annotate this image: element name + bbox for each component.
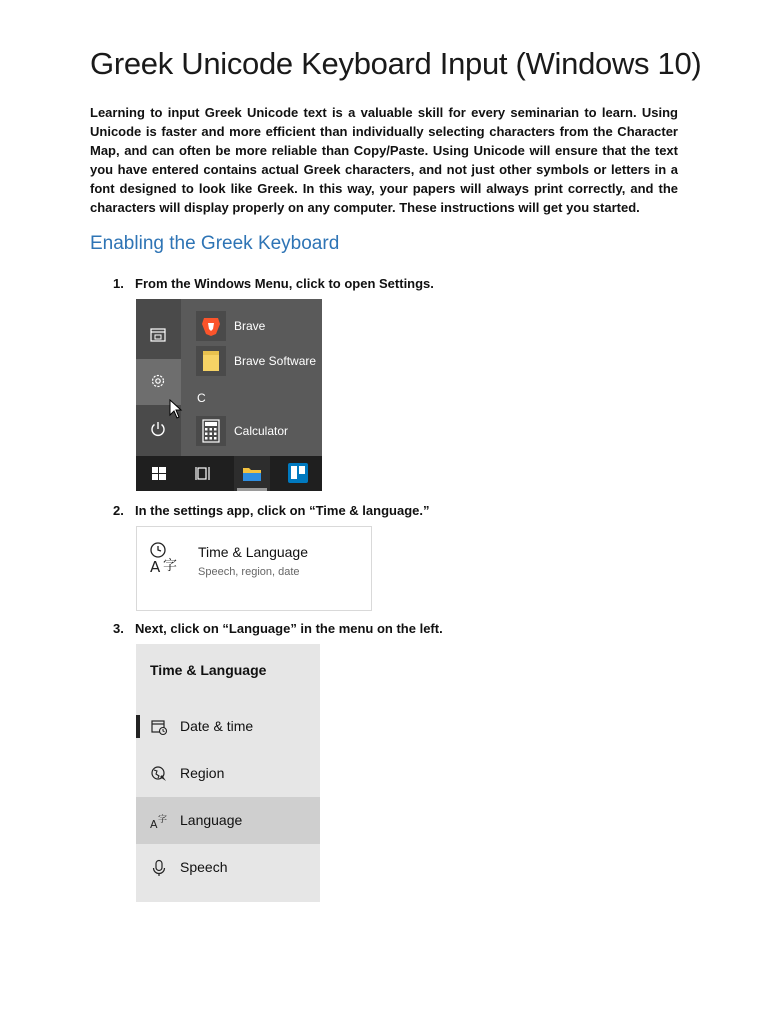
menu-item-label: Date & time: [180, 718, 254, 734]
trello-icon: [281, 456, 317, 491]
trello-button[interactable]: [281, 456, 317, 491]
time-language-icon: [149, 541, 183, 575]
tile-subtitle: Speech, region, date: [198, 566, 300, 578]
svg-text:A: A: [150, 818, 158, 830]
step-text: Next, click on “Language” in the menu on the left.: [135, 621, 443, 636]
step-text: From the Windows Menu, click to open Settings.: [135, 276, 434, 291]
microphone-icon: [150, 859, 168, 877]
globe-icon: [150, 765, 168, 783]
windows-icon: [141, 456, 177, 491]
step-3: [113, 621, 443, 636]
menu-item-label: Speech: [180, 859, 228, 875]
tile-title: Time & Language: [198, 544, 308, 560]
task-view-icon: [186, 456, 222, 491]
section-heading: Enabling the Greek Keyboard: [90, 233, 340, 254]
settings-menu-screenshot: [136, 644, 320, 902]
mouse-cursor-icon: [169, 399, 183, 419]
calculator-icon: [196, 416, 226, 446]
menu-item-speech[interactable]: [136, 844, 320, 891]
app-group-letter[interactable]: C: [197, 391, 206, 405]
documents-icon: [149, 326, 167, 344]
menu-item-label: Region: [180, 765, 225, 781]
language-icon: [150, 812, 168, 830]
menu-item-label: Language: [180, 812, 243, 828]
start-menu-screenshot: [136, 299, 322, 491]
step-text: In the settings app, click on “Time & language.”: [135, 503, 430, 518]
app-brave-software[interactable]: [196, 346, 322, 376]
menu-item-language[interactable]: [136, 797, 320, 844]
app-label: Calculator: [234, 424, 289, 438]
taskbar: [136, 456, 322, 491]
active-indicator: [136, 715, 140, 738]
step-1: [113, 276, 434, 291]
step-number: 1.: [113, 276, 124, 291]
file-explorer-button[interactable]: [234, 456, 270, 491]
app-label: Brave Software: [234, 354, 317, 368]
documents-button[interactable]: [136, 313, 181, 359]
start-button[interactable]: [141, 456, 177, 491]
svg-text:字: 字: [163, 558, 177, 574]
svg-text:A: A: [150, 558, 161, 575]
brave-icon: [196, 311, 226, 341]
svg-text:字: 字: [158, 815, 168, 825]
gear-icon: [149, 372, 167, 390]
app-brave[interactable]: [196, 311, 322, 341]
power-icon: [149, 420, 167, 438]
folder-icon: [196, 346, 226, 376]
menu-title: Time & Language: [150, 662, 267, 678]
app-label: Brave: [234, 319, 266, 333]
time-language-tile[interactable]: [136, 526, 372, 611]
step-number: 2.: [113, 503, 124, 518]
intro-paragraph: Learning to input Greek Unicode text is a valuable skill for every seminarian to learn. Using Unicode is faster and more efficient than individually selecting characters from the Character Map, and can often be more reliable than Copy/Paste. Using Unicode will ensure that the text you have entered contains actual Greek characters, and not just other symbols or letters in a font designed to look like Greek. In this way, your papers will always print correctly, and the characters will display properly on any computer. These instructions will get you started.: [90, 105, 678, 215]
step-number: 3.: [113, 621, 124, 636]
menu-item-region[interactable]: [136, 750, 320, 797]
task-view-button[interactable]: [186, 456, 222, 491]
file-explorer-icon: [234, 456, 270, 491]
calendar-clock-icon: [150, 718, 168, 736]
menu-item-date-time[interactable]: [136, 703, 320, 750]
app-calculator[interactable]: [196, 416, 322, 446]
document-title: Greek Unicode Keyboard Input (Windows 10): [90, 46, 702, 81]
step-2: [113, 503, 429, 518]
